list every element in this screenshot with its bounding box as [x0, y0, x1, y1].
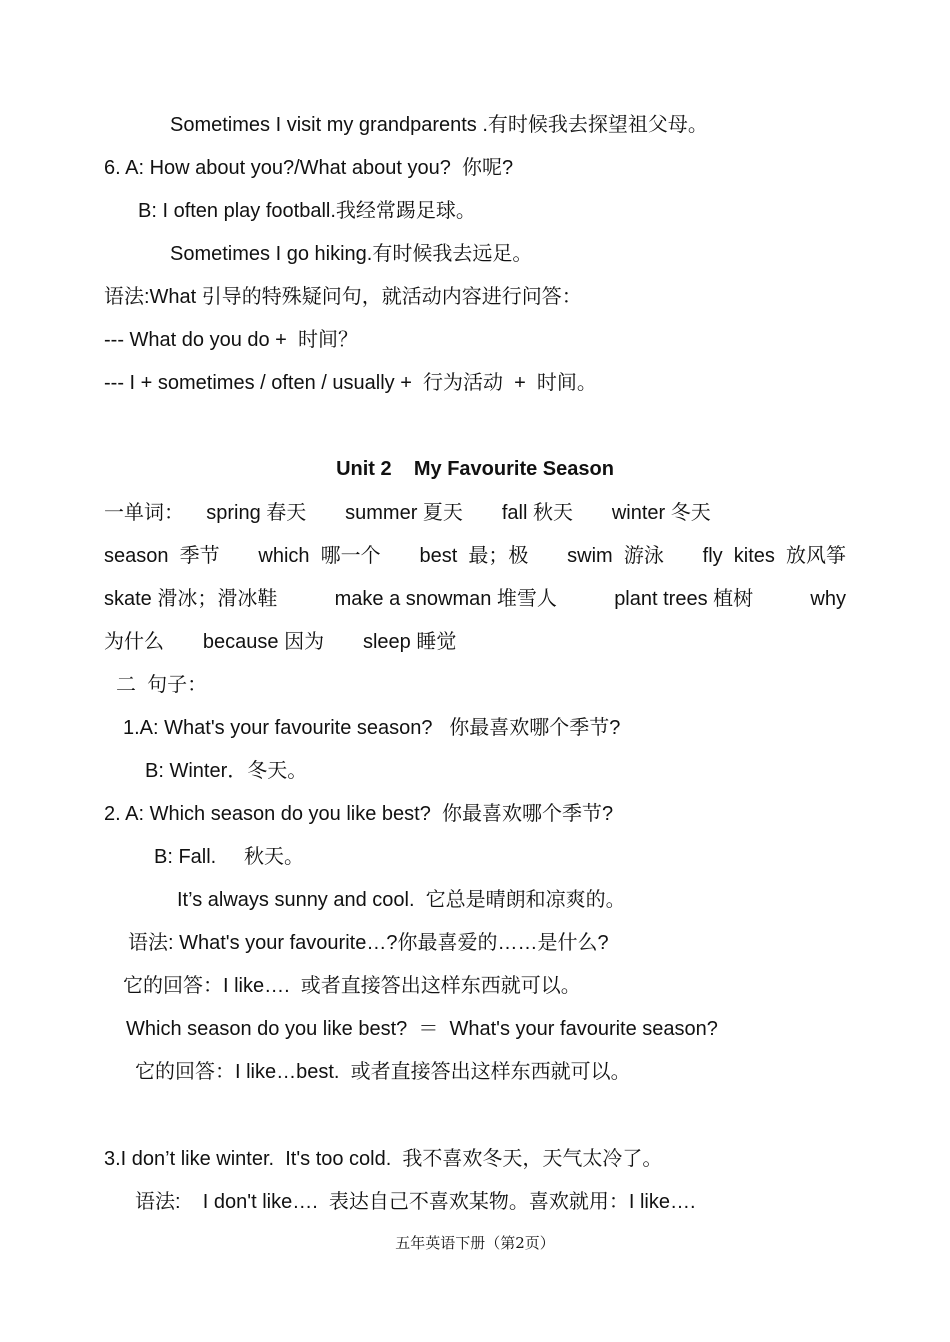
- section-title: Unit 2 My Favourite Season: [336, 458, 614, 480]
- vocab-item: season 季节: [104, 545, 220, 567]
- vocab-item: why: [810, 588, 846, 610]
- text-line: 2. A: Which season do you like best? 你最喜欢哪个季节?: [104, 803, 614, 825]
- text-line: Sometimes I go hiking.有时候我去远足。: [170, 243, 533, 265]
- text-line: --- I + sometimes / often / usually + 行为活动 + 时间。: [104, 372, 597, 394]
- text-line: It’s always sunny and cool. 它总是晴朗和凉爽的。: [177, 889, 626, 911]
- grammar-note: 语法: What's your favourite…?你最喜爱的……是什么?: [128, 932, 609, 954]
- vocab-item: swim 游泳: [567, 545, 664, 567]
- vocab-line: 一单词： spring 春天 summer 夏天 fall 秋天 winter 冬天: [104, 502, 711, 524]
- vocab-item: fly kites 放风筝: [702, 545, 846, 567]
- grammar-note: 语法: I don't like…. 表达自己不喜欢某物。喜欢就用：I like….: [135, 1191, 696, 1213]
- page-footer: 五年英语下册（第2页）: [395, 1234, 555, 1252]
- vocab-item: which 哪一个: [258, 545, 381, 567]
- section-heading: 二 句子：: [116, 674, 208, 696]
- text-line: 6. A: How about you?/What about you? 你呢?: [104, 157, 514, 179]
- text-line: B: Winter．冬天。: [145, 760, 308, 782]
- text-line: 1.A: What's your favourite season? 你最喜欢哪个季节?: [123, 717, 621, 739]
- vocab-row: [104, 586, 846, 612]
- vocab-item: make a snowman 堆雪人: [334, 588, 557, 610]
- text-line: 它的回答：I like…. 或者直接答出这样东西就可以。: [123, 975, 581, 997]
- text-line: B: Fall. 秋天。: [154, 846, 305, 868]
- vocab-item: plant trees 植树: [614, 588, 754, 610]
- grammar-note: 语法:What 引导的特殊疑问句，就活动内容进行问答：: [104, 286, 582, 308]
- text-line: --- What do you do + 时间？: [104, 329, 358, 351]
- vocab-line: 为什么 because 因为 sleep 睡觉: [104, 631, 457, 653]
- vocab-row: [104, 543, 846, 569]
- text-line: 它的回答：I like…best. 或者直接答出这样东西就可以。: [135, 1061, 631, 1083]
- text-line: Which season do you like best? ＝ What's your favourite season?: [126, 1018, 718, 1040]
- text-line: Sometimes I visit my grandparents .有时候我去探望祖父母。: [170, 114, 708, 136]
- text-line: B: I often play football.我经常踢足球。: [138, 200, 476, 222]
- vocab-item: best 最；极: [419, 545, 529, 567]
- vocab-item: skate 滑冰；滑冰鞋: [104, 588, 278, 610]
- text-line: 3.I don’t like winter. It's too cold. 我不喜欢冬天，天气太冷了。: [104, 1148, 663, 1170]
